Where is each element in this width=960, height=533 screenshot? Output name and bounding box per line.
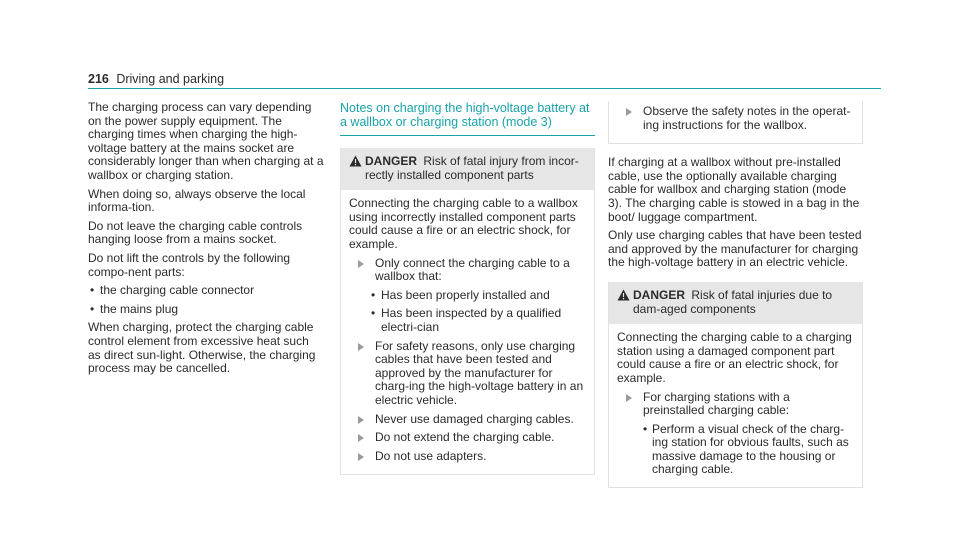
- instruction-step: Do not use adapters.: [349, 450, 586, 464]
- danger-body: [609, 324, 862, 487]
- instruction-step: Do not extend the charging cable.: [349, 431, 586, 445]
- danger-keyword: DANGER: [365, 154, 418, 168]
- warning-triangle-icon: [617, 289, 630, 301]
- danger-body: [341, 190, 594, 474]
- step-arrow-icon: [626, 394, 632, 402]
- danger-header: [341, 148, 594, 190]
- page-header: [88, 72, 224, 86]
- column-right: [608, 101, 863, 488]
- step-arrow-icon: [358, 343, 364, 351]
- danger-box: [340, 148, 595, 475]
- page-number: 216: [88, 72, 109, 86]
- paragraph: Only use charging cables that have been tested and approved by the manufacturer for charging the high-voltage battery in an electric vehicle.: [608, 228, 862, 270]
- page-section-title: Driving and parking: [116, 72, 225, 86]
- danger-box: [608, 282, 863, 488]
- instruction-step: For safety reasons, only use charging cables that have been tested and approved by the manufacturer for charg-ing the high-voltage battery in an electric vehicle.: [349, 340, 586, 408]
- list-item: • the mains plug: [88, 303, 324, 317]
- paragraph: When doing so, always observe the local informa-tion.: [88, 186, 306, 215]
- step-arrow-icon: [626, 108, 632, 116]
- list-item: • the charging cable connector: [88, 284, 324, 298]
- danger-headline: Risk of fatal injuries due to dam-aged components: [633, 287, 833, 316]
- instruction-step: For charging stations with a preinstalled charging cable:: [617, 391, 854, 418]
- instruction-step: Only connect the charging cable to a wallbox that:: [349, 257, 586, 284]
- step-arrow-icon: [358, 453, 364, 461]
- list-item: • Has been properly installed and: [369, 289, 586, 303]
- instruction-step: Never use damaged charging cables.: [349, 413, 586, 427]
- step-arrow-icon: [358, 434, 364, 442]
- warning-triangle-icon: [349, 155, 362, 167]
- instruction-step: Observe the safety notes in the operat-ing instructions for the wallbox.: [617, 105, 854, 132]
- danger-box-continued: [608, 101, 863, 144]
- danger-header: [609, 282, 862, 324]
- paragraph: Do not lift the controls by the following compo-nent parts:: [88, 250, 291, 279]
- section-rule: [340, 135, 595, 136]
- step-arrow-icon: [358, 260, 364, 268]
- column-left: [88, 101, 324, 381]
- paragraph: Connecting the charging cable to a wallbox using incorrectly installed component parts could cause a fire or an electric shock, for example.: [349, 196, 578, 251]
- list-item: • Perform a visual check of the charg-ing station for obvious faults, such as massive damage to the housing or charging cable.: [617, 423, 854, 477]
- header-rule: [88, 88, 881, 89]
- section-title: Notes on charging the high-voltage battery at a wallbox or charging station (mode 3): [340, 101, 590, 129]
- paragraph: The charging process can vary depending on the power supply equipment. The charging times when charging the high-voltage battery at the mains socket are considerably longer than when charging at a wallbox or charging station.: [88, 100, 324, 182]
- danger-keyword: DANGER: [633, 287, 686, 302]
- paragraph: If charging at a wallbox without pre-installed cable, use the optionally available charging cable for wallbox and charging station (mode 3). The charging cable is stowed in a bag in the boot/ luggage compartment.: [608, 155, 860, 224]
- paragraph: Do not leave the charging cable controls hanging loose from a mains socket.: [88, 218, 303, 247]
- paragraph: When charging, protect the charging cable control element from excessive heat such as direct sun-light. Otherwise, the charging process may be cancelled.: [88, 320, 316, 376]
- paragraph: Connecting the charging cable to a charging station using a damaged component part could cause a fire or an electric shock, for example.: [617, 330, 852, 385]
- list-item: • Has been inspected by a qualified electri-cian: [369, 307, 586, 334]
- step-arrow-icon: [358, 416, 364, 424]
- column-middle: [340, 101, 595, 475]
- danger-headline: Risk of fatal injury from incor-rectly installed component parts: [365, 154, 579, 182]
